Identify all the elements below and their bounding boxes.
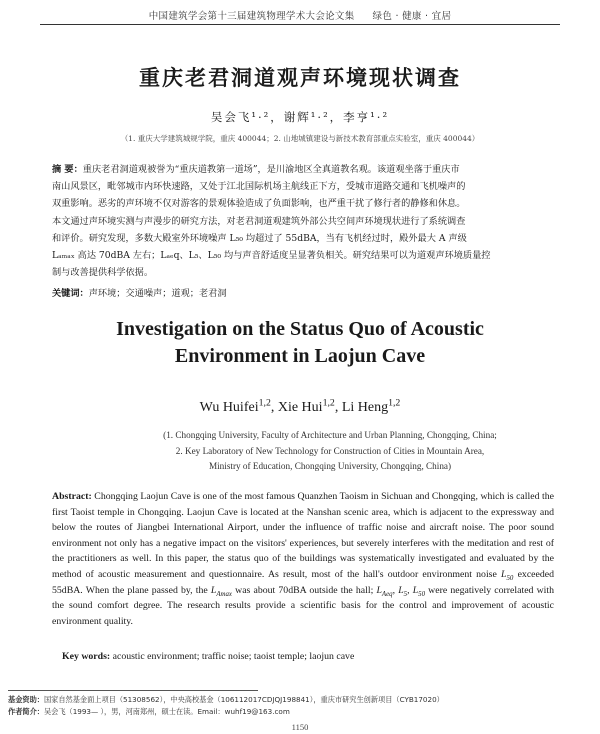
abstract-text: were negatively correlated with the sound comfort degree. The research results provide a scientific basis for the control and improvement of acoustic environment quality.	[52, 584, 555, 627]
conference-name: 中国建筑学会第十三届建筑物理学术大会论文集	[148, 11, 355, 22]
footnotes	[8, 694, 560, 718]
affiliation-line: 2. Key Laboratory of New Technology for Construction of Cities in Mountain Area,	[175, 445, 485, 456]
symbol-laeq-sub: Aeq	[381, 590, 393, 598]
symbol-lamax: L	[210, 584, 217, 596]
symbol-laeq: L	[376, 584, 382, 596]
abstract-text: exceeded 55dBA. When the plane passed by, the	[52, 568, 555, 596]
author-name: Wu Huifei	[199, 400, 259, 415]
english-authors: Wu Huifei$^{1,2}$, Xie Hui$^{1,2}$, Li Heng$^{1,2}$	[199, 397, 401, 415]
chinese-title: 重庆老君洞道观声环境现状调查	[139, 66, 461, 90]
english-title-line: Investigation on the Status Quo of Acoustic	[116, 318, 484, 340]
author-bio-text: 吴会飞（1993— ），男，河南郑州，硕士在读。Email：wuhf19@163.com	[43, 707, 290, 716]
author-affiliation-mark: 1,2	[322, 397, 335, 409]
funding-label: 基金资助：	[8, 695, 44, 704]
chinese-abstract-line: 和评价。研究发现，多数大殿室外环境噪声 L₅₀ 均超过了 55dBA，当有飞机经过时，殿外最大 A 声级	[52, 232, 467, 244]
chinese-affiliation: （1. 重庆大学建筑城规学院，重庆 400044；2. 山地城镇建设与新技术教育部重点实验室，重庆 400044）	[120, 134, 480, 143]
abstract-text: ,	[392, 584, 399, 596]
english-keywords-label: Key words:	[62, 651, 111, 662]
english-title	[0, 316, 600, 370]
abstract-text: was about 70dBA outside the hall;	[231, 584, 377, 596]
chinese-keywords	[52, 285, 548, 299]
english-keywords-text: acoustic environment; traffic noise; taoist temple; laojun cave	[112, 651, 355, 662]
chinese-abstract-line: 本文通过声环境实测与声漫步的研究方法，对老君洞道观建筑外部公共空间声环境现状进行了系统调查	[52, 215, 466, 227]
chinese-abstract-line: 重庆老君洞道观被誉为“重庆道教第一道场”，是川渝地区全真道教名观。该道观坐落于重庆市	[82, 164, 460, 175]
english-title-line: Environment in Laojun Cave	[174, 345, 426, 367]
author-bio-label: 作者简介：	[8, 707, 44, 716]
chinese-keywords-text: 声环境；交通噪声；道观；老君洞	[88, 288, 227, 299]
symbol-l50: L	[501, 568, 507, 580]
author-affiliation-mark: 1,2	[258, 397, 271, 409]
symbol-l5: L	[398, 584, 404, 596]
running-header	[40, 8, 560, 25]
author-name: Xie Hui	[277, 400, 323, 415]
english-abstract-label: Abstract:	[52, 491, 92, 502]
symbol-l50-sub: 50	[506, 574, 514, 582]
abstract-text: ,	[407, 584, 413, 596]
affiliation-line: Ministry of Education, Chongqing University, Chongqing, China)	[208, 461, 452, 471]
chinese-authors: 吴会飞¹·²，谢辉¹·²，李亨¹·²	[210, 110, 390, 124]
conference-theme: 绿色 · 健康 · 宜居	[372, 11, 452, 22]
english-abstract	[52, 489, 554, 629]
abstract-text: Chongqing Laojun Cave is one of the most famous Quanzhen Taoism in Sichuan and Chongqing, which is called the first Taoist temple in Chongqing. Laojun Cave is located at the Nanshan scenic area, which is adjacent to the expressway and below the routes of Jiangbei International Airport, under the influence of traffic noise and aircraft noise. The poor sound environment not only has a negative impact on the visitors' experiences, but severely interferes with the meditation and rest of the practitioners as well. In this paper, the status quo of the buildings was systematically investigated and evaluated by the method of acoustic measurement and questionnaire. As result, most of the hall's outdoor environment noise	[52, 491, 555, 580]
footnote-divider	[8, 690, 258, 691]
page-number: 1150	[291, 722, 309, 732]
author-name: Li Heng	[341, 400, 389, 415]
affiliation-line: (1. Chongqing University, Faculty of Architecture and Urban Planning, Chongqing, China;	[163, 430, 497, 440]
symbol-l50-sub: 50	[418, 590, 425, 598]
chinese-abstract-line: 双重影响。恶劣的声环境不仅对游客的景观体验造成了负面影响，也严重干扰了修行者的静修和休息。	[52, 198, 466, 210]
chinese-abstract-label: 摘 要：	[52, 164, 83, 175]
chinese-keywords-label: 关键词：	[52, 288, 89, 299]
funding-note	[8, 694, 560, 706]
symbol-l50: L	[412, 584, 419, 596]
english-affiliations	[120, 428, 540, 475]
symbol-lamax-sub: Amax	[216, 590, 232, 598]
author-bio-note	[8, 706, 560, 718]
chinese-abstract	[52, 161, 548, 281]
author-affiliation-mark: 1,2	[388, 397, 401, 409]
english-keywords	[62, 651, 554, 662]
funding-text: 国家自然基金面上项目（51308562），中央高校基金（106112017CDJQJ198841），重庆市研究生创新项目（CYB17020）	[43, 695, 444, 704]
chinese-abstract-line: 制与改善提供科学依据。	[52, 267, 154, 279]
symbol-l5-sub: 5	[403, 590, 408, 598]
chinese-abstract-line: Lₐₘₐₓ 高达 70dBA 左右；Lₐₑq、L₅、L₅₀ 均与声音舒适度呈显著负相关。研究结果可以为道观声环境质量控	[52, 250, 491, 262]
chinese-abstract-line: 南山风景区，毗邻城市内环快速路，又处于江北国际机场主航线正下方，受城市道路交通和飞机噪声的	[52, 181, 466, 193]
